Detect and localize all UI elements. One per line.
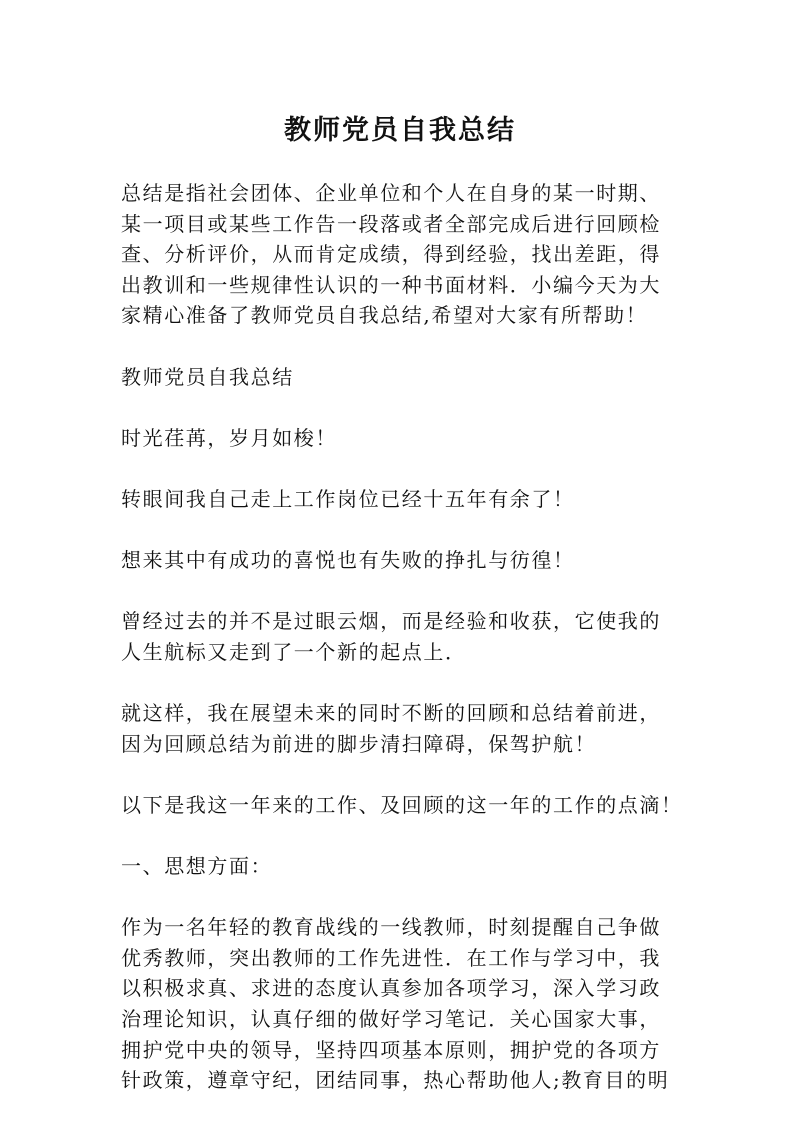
text-line: 治理论知识，认真仔细的做好学习笔记．关心国家大事， bbox=[121, 1007, 661, 1032]
document-body bbox=[121, 178, 681, 1126]
paragraph bbox=[121, 698, 681, 759]
text-line: 针政策，遵章守纪，团结同事，热心帮助他人;教育目的明 bbox=[121, 1068, 670, 1093]
text-line: 因为回顾总结为前进的脚步清扫障碍，保驾护航！ bbox=[121, 731, 597, 756]
text-line: 转眼间我自己走上工作岗位已经十五年有余了！ bbox=[121, 486, 575, 511]
paragraph bbox=[121, 606, 681, 667]
text-line: 时光荏苒，岁月如梭！ bbox=[121, 425, 337, 450]
text-line: 出教训和一些规律性认识的一种书面材料．小编今天为大 bbox=[121, 272, 661, 297]
text-line: 人生航标又走到了一个新的起点上． bbox=[121, 639, 467, 664]
text-line: 以积极求真、求进的态度认真参加各项学习，深入学习政 bbox=[121, 976, 661, 1001]
section-heading bbox=[121, 851, 681, 882]
text-line: 以下是我这一年来的工作、及回顾的这一年的工作的点滴！ bbox=[121, 792, 683, 817]
text-line: 教师党员自我总结 bbox=[121, 364, 294, 389]
text-line: 拥护党中央的领导，坚持四项基本原则，拥护党的各项方 bbox=[121, 1037, 661, 1062]
text-line: 就这样，我在展望未来的同时不断的回顾和总结着前进， bbox=[121, 701, 661, 726]
text-line: 优秀教师，突出教师的工作先进性．在工作与学习中，我 bbox=[121, 945, 661, 970]
text-line: 曾经过去的并不是过眼云烟，而是经验和收获，它使我的 bbox=[121, 609, 661, 634]
text-line: 作为一名年轻的教育战线的一线教师，时刻提醒自己争做 bbox=[121, 915, 661, 940]
paragraph bbox=[121, 790, 681, 821]
text-line: 某一项目或某些工作告一段落或者全部完成后进行回顾检 bbox=[121, 211, 661, 236]
document-title: 教师党员自我总结 bbox=[284, 115, 516, 146]
paragraph bbox=[121, 912, 681, 1096]
text-line: 总结是指社会团体、企业单位和个人在自身的某一时期、 bbox=[121, 181, 661, 205]
paragraph-intro bbox=[121, 178, 681, 331]
paragraph-subheading bbox=[121, 362, 681, 393]
text-line: 一、思想方面： bbox=[121, 854, 273, 879]
text-line: 家精心准备了教师党员自我总结,希望对大家有所帮助！ bbox=[121, 303, 648, 328]
paragraph bbox=[121, 545, 681, 576]
text-line: 想来其中有成功的喜悦也有失败的挣扎与彷徨！ bbox=[121, 548, 575, 573]
text-line: 查、分析评价，从而肯定成绩，得到经验，找出差距，得 bbox=[121, 242, 661, 267]
paragraph bbox=[121, 423, 681, 454]
paragraph bbox=[121, 484, 681, 515]
